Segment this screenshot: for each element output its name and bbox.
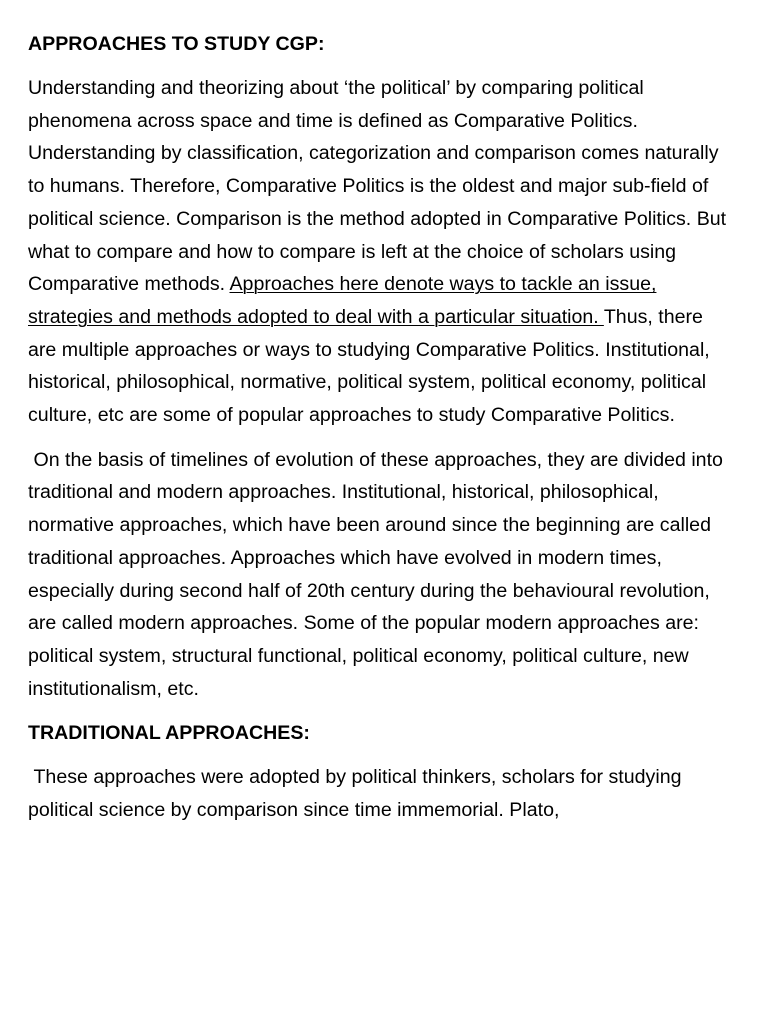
underlined-definition: Approaches here denote ways to tackle an issue, strategies and methods adopted to deal with a particular situation.	[28, 273, 657, 328]
paragraph-timelines: On the basis of timelines of evolution of these approaches, they are divided into traditional and modern approaches. Institutional, historical, philosophical, normative approaches, which have been around since the beginning are called traditional approaches. Approaches which have evolved in modern times, especially during second half of 20th century during the behavioural revolution, are called modern approaches. Some of the popular modern approaches are: political system, structural functional, political economy, political culture, new institutionalism, etc.	[28, 448, 729, 700]
section-heading-traditional: TRADITIONAL APPROACHES:	[28, 722, 310, 745]
paragraph-intro	[28, 72, 728, 432]
paragraph-intro-continuation: Thus, there are multiple approaches or ways to studying Comparative Politics. Institutional, historical, philosophical, normative, political system, political economy, political culture, etc are some of popular approaches to study Comparative Politics.	[28, 305, 710, 427]
section-heading-approaches: APPROACHES TO STUDY CGP:	[28, 33, 325, 55]
paragraph-traditional: These approaches were adopted by political thinkers, scholars for studying political science by comparison since time immemorial. Plato,	[28, 766, 687, 822]
paragraph-intro-text: Understanding and theorizing about ‘the political’ by comparing political phenomena across space and time is defined as Comparative Politics. Understanding by classification, categorization and comparison comes naturally to humans. Therefore, Comparative Politics is the oldest and major sub-field of political science. Comparison is the method adopted in Comparative Politics. But what to compare and how to compare is left at the choice of scholars using Comparative methods.	[28, 77, 727, 296]
